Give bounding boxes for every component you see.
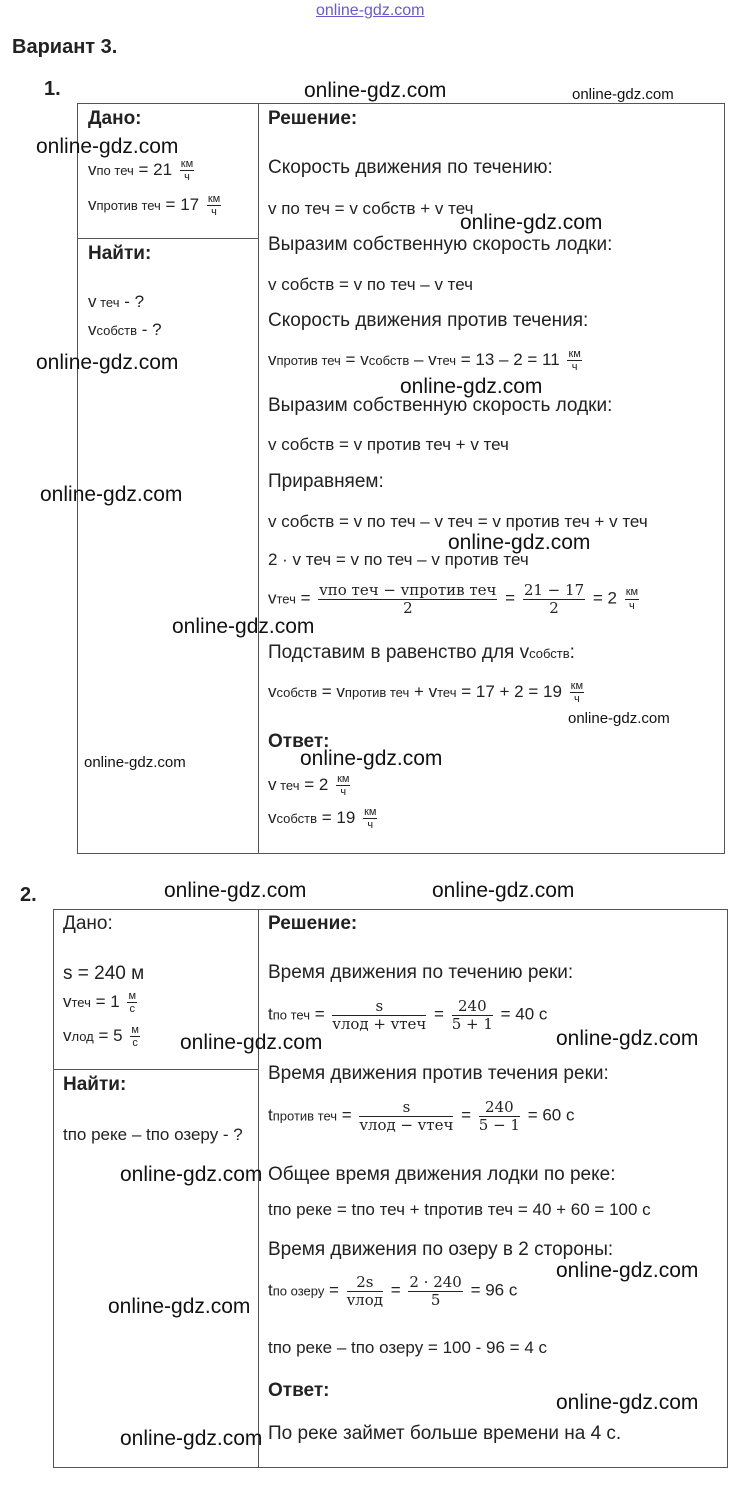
task2-formula4: tпо озеру = $\frac{2s}{\text{vлод}}$ = $\frac{2 \cdot 240}{5}$ = 96 с	[268, 1273, 518, 1309]
task1-step6: Подставим в равенство для vсобств:	[268, 642, 575, 663]
task1-solution-label: Решение:	[268, 108, 358, 129]
watermark-text: online-gdz.com	[36, 135, 179, 158]
task2-answer: По реке займет больше времени на 4 с.	[268, 1423, 622, 1444]
watermark-text: online-gdz.com	[40, 483, 183, 506]
task1-answer-2: vсобств = 19 $\frac{км}{ч}$	[268, 806, 377, 832]
task1-number: 1.	[44, 78, 61, 100]
task2-given-s: s = 240 м	[63, 963, 145, 984]
task2-formula2: tпротив теч = $\frac{s}{\text{vлод − vтеч}}$ = $\frac{240}{5 - 1}$ = 60 с	[268, 1098, 575, 1134]
task2-given-divider	[53, 1069, 258, 1070]
task1-step3: Скорость движения против течения:	[268, 310, 589, 331]
task1-given-v-up: vпротив теч = 17 $\frac{км}{ч}$	[88, 193, 221, 219]
header-link[interactable]: online-gdz.com	[316, 2, 425, 19]
watermark-text: online-gdz.com	[172, 615, 315, 638]
task2-formula1: tпо теч = $\frac{s}{\text{vлод + vтеч}}$ = $\frac{240}{5 + 1}$ = 40 с	[268, 997, 548, 1033]
watermark-text: online-gdz.com	[164, 879, 307, 902]
task2-step3: Общее время движения лодки по реке:	[268, 1164, 616, 1185]
task1-formula6: 2 · v теч = v по теч – v против теч	[268, 550, 529, 569]
task2-table	[53, 909, 728, 1468]
task1-answer-label: Ответ:	[268, 731, 330, 752]
task1-given-label: Дано:	[88, 108, 142, 129]
watermark-text: online-gdz.com	[84, 754, 186, 771]
watermark-text: online-gdz.com	[432, 879, 575, 902]
task2-given-vt: vтеч = 1 $\frac{м}{с}$	[63, 990, 137, 1016]
watermark-text: online-gdz.com	[120, 1163, 263, 1186]
task2-step2: Время движения против течения реки:	[268, 1063, 609, 1084]
watermark-text: online-gdz.com	[180, 1031, 323, 1054]
task2-answer-label: Ответ:	[268, 1380, 330, 1401]
task2-formula5: tпо реке – tпо озеру = 100 - 96 = 4 с	[268, 1338, 547, 1357]
task2-step4: Время движения по озеру в 2 стороны:	[268, 1239, 614, 1260]
watermark-text: online-gdz.com	[460, 211, 603, 234]
watermark-text: online-gdz.com	[448, 531, 591, 554]
watermark-text: online-gdz.com	[568, 710, 670, 727]
task1-given-v-down: vпо теч = 21 $\frac{км}{ч}$	[88, 158, 194, 184]
task1-step2: Выразим собственную скорость лодки:	[268, 234, 613, 255]
task2-find: tпо реке – tпо озеру - ?	[63, 1125, 243, 1144]
task1-divider	[258, 103, 259, 854]
watermark-text: online-gdz.com	[556, 1391, 699, 1414]
task2-formula3: tпо реке = tпо теч + tпротив теч = 40 + 60 = 100 с	[268, 1200, 651, 1219]
watermark-text: online-gdz.com	[120, 1427, 263, 1450]
watermark-text: online-gdz.com	[108, 1295, 251, 1318]
watermark-text: online-gdz.com	[400, 375, 543, 398]
task1-find-label: Найти:	[88, 243, 152, 264]
task1-answer-1: v теч = 2 $\frac{км}{ч}$	[268, 773, 350, 799]
watermark-text: online-gdz.com	[36, 351, 179, 374]
watermark-text: online-gdz.com	[556, 1027, 699, 1050]
task2-divider	[258, 909, 259, 1468]
task2-given-label: Дано:	[63, 913, 113, 934]
task1-formula2: v собств = v по теч – v теч	[268, 275, 474, 294]
task1-step5: Приравняем:	[268, 471, 384, 492]
task1-formula5: v собств = v по теч – v теч = v против теч + v теч	[268, 512, 648, 531]
watermark-text: online-gdz.com	[304, 79, 447, 102]
task1-formula8: vсобств = vпротив теч + vтеч = 17 + 2 = 19 $\frac{км}{ч}$	[268, 680, 584, 706]
watermark-text: online-gdz.com	[572, 86, 674, 103]
task1-given-divider	[77, 238, 258, 239]
task1-find-1: v теч - ?	[88, 292, 145, 311]
task1-formula3: vпротив теч = vсобств – vтеч = 13 – 2 = 11 $\frac{км}{ч}$	[268, 348, 581, 374]
task2-solution-label: Решение:	[268, 913, 358, 934]
task2-find-label: Найти:	[63, 1074, 127, 1095]
variant-title: Вариант 3.	[12, 36, 118, 58]
task1-formula4: v собств = v против теч + v теч	[268, 435, 509, 454]
task2-step1: Время движения по течению реки:	[268, 962, 574, 983]
task1-find-2: vсобств - ?	[88, 320, 162, 339]
task1-formula7: vтеч = $\frac{\text{vпо теч − vпротив теч}}{2}$ = $\frac{21 - 17}{2}$ = 2 $\frac{км}{ч}$	[268, 581, 639, 617]
watermark-text: online-gdz.com	[300, 747, 443, 770]
task1-step4: Выразим собственную скорость лодки:	[268, 395, 613, 416]
watermark-text: online-gdz.com	[556, 1259, 699, 1282]
task1-step1: Скорость движения по течению:	[268, 157, 553, 178]
task1-formula1: v по теч = v собств + v теч	[268, 199, 474, 218]
task2-number: 2.	[20, 884, 37, 906]
task2-given-vl: vлод = 5 $\frac{м}{с}$	[63, 1024, 139, 1050]
